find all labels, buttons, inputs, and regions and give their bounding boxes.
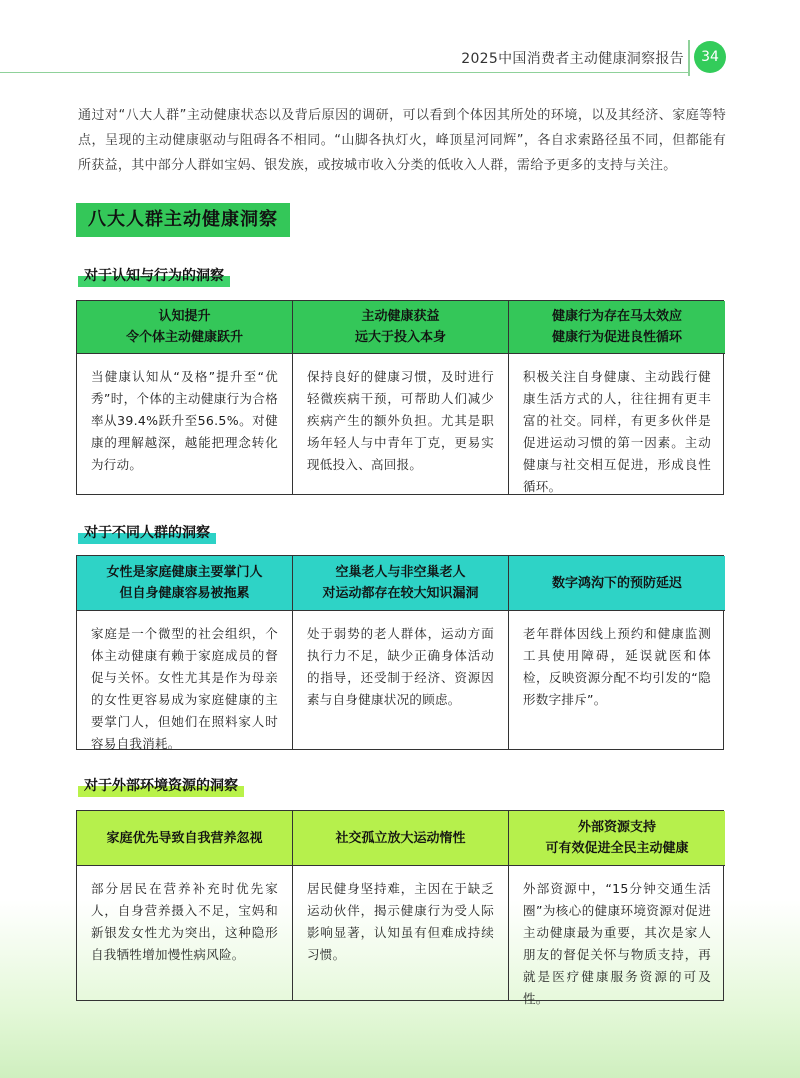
column-body: 当健康认知从“及格”提升至“优秀”时，个体的主动健康行为合格率从39.4%跃升至56.5%。对健康的理解越深，越能把理念转化为行动。 bbox=[77, 354, 293, 494]
insight-table-environment bbox=[76, 810, 724, 1006]
section-heading-groups: 对于不同人群的洞察 bbox=[78, 522, 216, 544]
column-header bbox=[293, 301, 509, 354]
column-body: 家庭是一个微型的社会组织，个体主动健康有赖于家庭成员的督促与关怀。女性尤其是作为母亲的女性更容易成为家庭健康的主要掌门人，但她们在照料家人时容易自我消耗。 bbox=[77, 611, 293, 749]
column-title-line2: 对运动都存在较大知识漏洞 bbox=[322, 586, 479, 601]
column-header bbox=[509, 556, 725, 611]
column-header bbox=[77, 556, 293, 611]
insight-table-groups bbox=[76, 555, 724, 750]
column-title-line2: 但自身健康容易被拖累 bbox=[119, 586, 250, 601]
column-header bbox=[77, 811, 293, 866]
intro-paragraph: 通过对“八大人群”主动健康状态以及背后原因的调研，可以看到个体因其所处的环境，以及其经济、家庭等特点，呈现的主动健康驱动与阻碍各不相同。“山脚各执灯火，峰顶星河同辉”，各自求索路径虽不同，但都能有所获益，其中部分人群如宝妈、银发族，或按城市收入分类的低收入人群，需给予更多的支持与关注。 bbox=[78, 108, 726, 173]
column-title-line1: 健康行为存在马太效应 bbox=[551, 309, 682, 324]
section-heading-environment: 对于外部环境资源的洞察 bbox=[78, 775, 244, 797]
page-number-badge: 34 bbox=[694, 41, 726, 73]
report-title: 2025中国消费者主动健康洞察报告 bbox=[461, 51, 684, 67]
column-title-line1: 社交孤立放大运动惰性 bbox=[335, 830, 466, 846]
column-title-line1: 女性是家庭健康主要掌门人 bbox=[106, 565, 263, 580]
column-body: 老年群体因线上预约和健康监测工具使用障碍，延误就医和体检，反映资源分配不均引发的“隐形数字排斥”。 bbox=[523, 626, 711, 707]
column-title-line1: 家庭优先导致自我营养忽视 bbox=[106, 830, 263, 846]
column-title-line2: 可有效促进全民主动健康 bbox=[545, 841, 689, 856]
column-header bbox=[509, 811, 725, 866]
column-body: 外部资源中，“15分钟交通生活圈”为核心的健康环境资源对促进主动健康最为重要，其次是家人朋友的督促关怀与物质支持，再就是医疗健康服务资源的可及性。 bbox=[523, 881, 711, 1006]
column-body: 保持良好的健康习惯，及时进行轻微疾病干预，可帮助人们减少疾病产生的额外负担。尤其是职场年轻人与中青年丁克，更易实现低投入、高回报。 bbox=[293, 354, 509, 494]
main-heading: 八大人群主动健康洞察 bbox=[76, 203, 290, 237]
section-heading-cognition: 对于认知与行为的洞察 bbox=[78, 265, 230, 287]
column-title-line1: 数字鸿沟下的预防延迟 bbox=[551, 575, 682, 591]
column-header bbox=[293, 556, 509, 611]
column-title-line2: 健康行为促进良性循环 bbox=[551, 330, 682, 345]
insight-table-cognition bbox=[76, 300, 724, 495]
column-title-line2: 远大于投入本身 bbox=[354, 330, 446, 345]
column-header bbox=[293, 811, 509, 866]
column-title-line1: 认知提升 bbox=[158, 309, 211, 324]
column-body: 居民健身坚持难，主因在于缺乏运动伙伴，揭示健康行为受人际影响显著，认知虽有但难成持续习惯。 bbox=[293, 866, 509, 1000]
column-body: 积极关注自身健康、主动践行健康生活方式的人，往往拥有更丰富的社交。同样，有更多伙伴是促进运动习惯的第一因素。主动健康与社交相互促进，形成良性循环。 bbox=[523, 369, 711, 494]
column-title-line1: 外部资源支持 bbox=[577, 820, 656, 835]
page-header bbox=[0, 0, 800, 80]
column-header bbox=[509, 301, 725, 354]
column-title-line2: 令个体主动健康跃升 bbox=[125, 330, 243, 345]
column-title-line1: 主动健康获益 bbox=[361, 309, 440, 324]
column-body: 处于弱势的老人群体，运动方面执行力不足，缺少正确身体活动的指导，还受制于经济、资源因素与自身健康状况的顾虑。 bbox=[293, 611, 509, 749]
header-rule bbox=[0, 72, 690, 73]
column-body: 部分居民在营养补充时优先家人，自身营养摄入不足，宝妈和新银发女性尤为突出，这种隐形自我牺牲增加慢性病风险。 bbox=[77, 866, 293, 1000]
column-header bbox=[77, 301, 293, 354]
column-title-line1: 空巢老人与非空巢老人 bbox=[335, 565, 466, 580]
header-separator bbox=[688, 40, 690, 76]
